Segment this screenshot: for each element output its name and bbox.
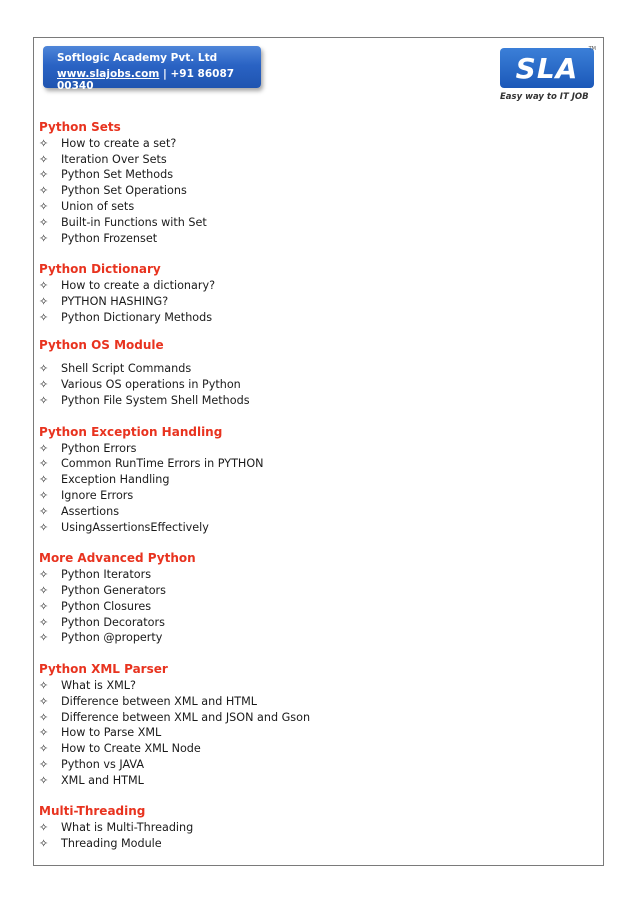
- star-bullet-icon: ✧: [39, 773, 49, 787]
- section-title: More Advanced Python: [39, 551, 196, 566]
- list-item: [39, 231, 599, 247]
- topic-text: XML and HTML: [61, 773, 144, 787]
- topic-text: How to Parse XML: [61, 726, 162, 740]
- star-bullet-icon: ✧: [39, 441, 49, 455]
- star-bullet-icon: ✧: [39, 520, 49, 534]
- topic-text: Python vs JAVA: [61, 757, 144, 771]
- star-bullet-icon: ✧: [39, 184, 49, 198]
- list-item: [39, 599, 599, 615]
- company-name: Softlogic Academy Pvt. Ltd: [57, 52, 218, 64]
- star-bullet-icon: ✧: [39, 168, 49, 182]
- list-item: [39, 836, 599, 852]
- list-item: [39, 377, 599, 393]
- topic-text: Ignore Errors: [61, 488, 134, 502]
- star-bullet-icon: ✧: [39, 742, 49, 756]
- star-bullet-icon: ✧: [39, 199, 49, 213]
- trademark-mark: TM: [588, 46, 596, 52]
- list-item: [39, 294, 599, 310]
- star-bullet-icon: ✧: [39, 726, 49, 740]
- section: [39, 662, 599, 788]
- list-item: [39, 615, 599, 631]
- topic-text: Python Closures: [61, 599, 152, 613]
- topic-text: Python Frozenset: [61, 231, 158, 245]
- list-item: [39, 199, 599, 215]
- list-item: [39, 456, 599, 472]
- topic-text: Shell Script Commands: [61, 362, 192, 376]
- star-bullet-icon: ✧: [39, 215, 49, 229]
- star-bullet-icon: ✧: [39, 136, 49, 150]
- topic-text: Assertions: [61, 504, 120, 518]
- star-bullet-icon: ✧: [39, 378, 49, 392]
- topic-list: [39, 441, 599, 536]
- list-item: [39, 725, 599, 741]
- topic-text: How to Create XML Node: [61, 742, 201, 756]
- topic-text: Difference between XML and HTML: [61, 694, 258, 708]
- topic-text: Python Dictionary Methods: [61, 310, 213, 324]
- star-bullet-icon: ✧: [39, 694, 49, 708]
- topic-text: Built-in Functions with Set: [61, 215, 207, 229]
- section: [39, 425, 599, 536]
- list-item: [39, 488, 599, 504]
- section: [39, 551, 599, 646]
- section: [39, 262, 599, 325]
- section-title: Python Dictionary: [39, 262, 161, 277]
- list-item: [39, 152, 599, 168]
- list-item: [39, 361, 599, 377]
- list-item: [39, 757, 599, 773]
- topic-list: [39, 567, 599, 646]
- star-bullet-icon: ✧: [39, 310, 49, 324]
- section-title: Python XML Parser: [39, 662, 168, 677]
- section-title: Multi-Threading: [39, 804, 146, 819]
- topic-list: [39, 678, 599, 789]
- list-item: [39, 215, 599, 231]
- topic-text: Various OS operations in Python: [61, 378, 241, 392]
- topic-text: Python Decorators: [61, 615, 165, 629]
- website-link[interactable]: www.slajobs.com: [57, 68, 160, 80]
- contact-line: [57, 68, 261, 92]
- topic-text: Python Errors: [61, 441, 137, 455]
- star-bullet-icon: ✧: [39, 599, 49, 613]
- section-title: Python Exception Handling: [39, 424, 223, 439]
- star-bullet-icon: ✧: [39, 631, 49, 645]
- logo-tagline: Easy way to IT JOB: [500, 92, 589, 102]
- topic-text: Common RunTime Errors in PYTHON: [61, 457, 264, 471]
- list-item: [39, 393, 599, 409]
- star-bullet-icon: ✧: [39, 837, 49, 851]
- list-item: [39, 167, 599, 183]
- star-bullet-icon: ✧: [39, 279, 49, 293]
- star-bullet-icon: ✧: [39, 231, 49, 245]
- topic-text: How to create a dictionary?: [61, 279, 216, 293]
- topic-text: UsingAssertionsEffectively: [61, 520, 209, 534]
- topic-list: [39, 361, 599, 408]
- sla-logo: [498, 48, 596, 104]
- list-item: [39, 820, 599, 836]
- list-item: [39, 678, 599, 694]
- star-bullet-icon: ✧: [39, 362, 49, 376]
- syllabus-content: [39, 120, 599, 852]
- star-bullet-icon: ✧: [39, 473, 49, 487]
- list-item: [39, 310, 599, 326]
- star-bullet-icon: ✧: [39, 710, 49, 724]
- topic-text: Python Set Operations: [61, 184, 187, 198]
- company-banner: [43, 46, 261, 92]
- topic-text: Python Iterators: [61, 568, 152, 582]
- topic-text: Python Set Methods: [61, 168, 174, 182]
- topic-text: Python @property: [61, 631, 163, 645]
- phone-number: +91 86087 00340: [57, 68, 235, 92]
- topic-text: What is Multi-Threading: [61, 821, 194, 835]
- star-bullet-icon: ✧: [39, 568, 49, 582]
- topic-list: [39, 820, 599, 852]
- star-bullet-icon: ✧: [39, 504, 49, 518]
- list-item: [39, 278, 599, 294]
- list-item: [39, 773, 599, 789]
- list-item: [39, 520, 599, 536]
- logo-badge: [500, 48, 594, 88]
- section-title: Python Sets: [39, 120, 121, 134]
- section-title: Python OS Module: [39, 337, 164, 352]
- star-bullet-icon: ✧: [39, 583, 49, 597]
- list-item: [39, 583, 599, 599]
- topic-text: Iteration Over Sets: [61, 152, 167, 166]
- list-item: [39, 567, 599, 583]
- list-item: [39, 504, 599, 520]
- list-item: [39, 441, 599, 457]
- star-bullet-icon: ✧: [39, 152, 49, 166]
- topic-text: How to create a set?: [61, 136, 177, 150]
- logo-text: SLA: [515, 51, 579, 85]
- topic-text: Python File System Shell Methods: [61, 393, 250, 407]
- list-item: [39, 472, 599, 488]
- star-bullet-icon: ✧: [39, 615, 49, 629]
- list-item: [39, 136, 599, 152]
- star-bullet-icon: ✧: [39, 678, 49, 692]
- topic-text: Python Generators: [61, 583, 166, 597]
- section: [39, 120, 599, 246]
- section: [39, 338, 599, 409]
- star-bullet-icon: ✧: [39, 821, 49, 835]
- list-item: [39, 183, 599, 199]
- contact-separator: |: [159, 68, 171, 80]
- list-item: [39, 710, 599, 726]
- topic-text: PYTHON HASHING?: [61, 294, 169, 308]
- star-bullet-icon: ✧: [39, 393, 49, 407]
- star-bullet-icon: ✧: [39, 457, 49, 471]
- topic-text: Difference between XML and JSON and Gson: [61, 710, 311, 724]
- list-item: [39, 694, 599, 710]
- section: [39, 804, 599, 851]
- topic-list: [39, 136, 599, 247]
- star-bullet-icon: ✧: [39, 757, 49, 771]
- star-bullet-icon: ✧: [39, 294, 49, 308]
- topic-text: Union of sets: [61, 199, 135, 213]
- topic-list: [39, 278, 599, 325]
- list-item: [39, 741, 599, 757]
- topic-text: Exception Handling: [61, 473, 170, 487]
- list-item: [39, 630, 599, 646]
- topic-text: What is XML?: [61, 678, 136, 692]
- star-bullet-icon: ✧: [39, 488, 49, 502]
- topic-text: Threading Module: [61, 837, 162, 851]
